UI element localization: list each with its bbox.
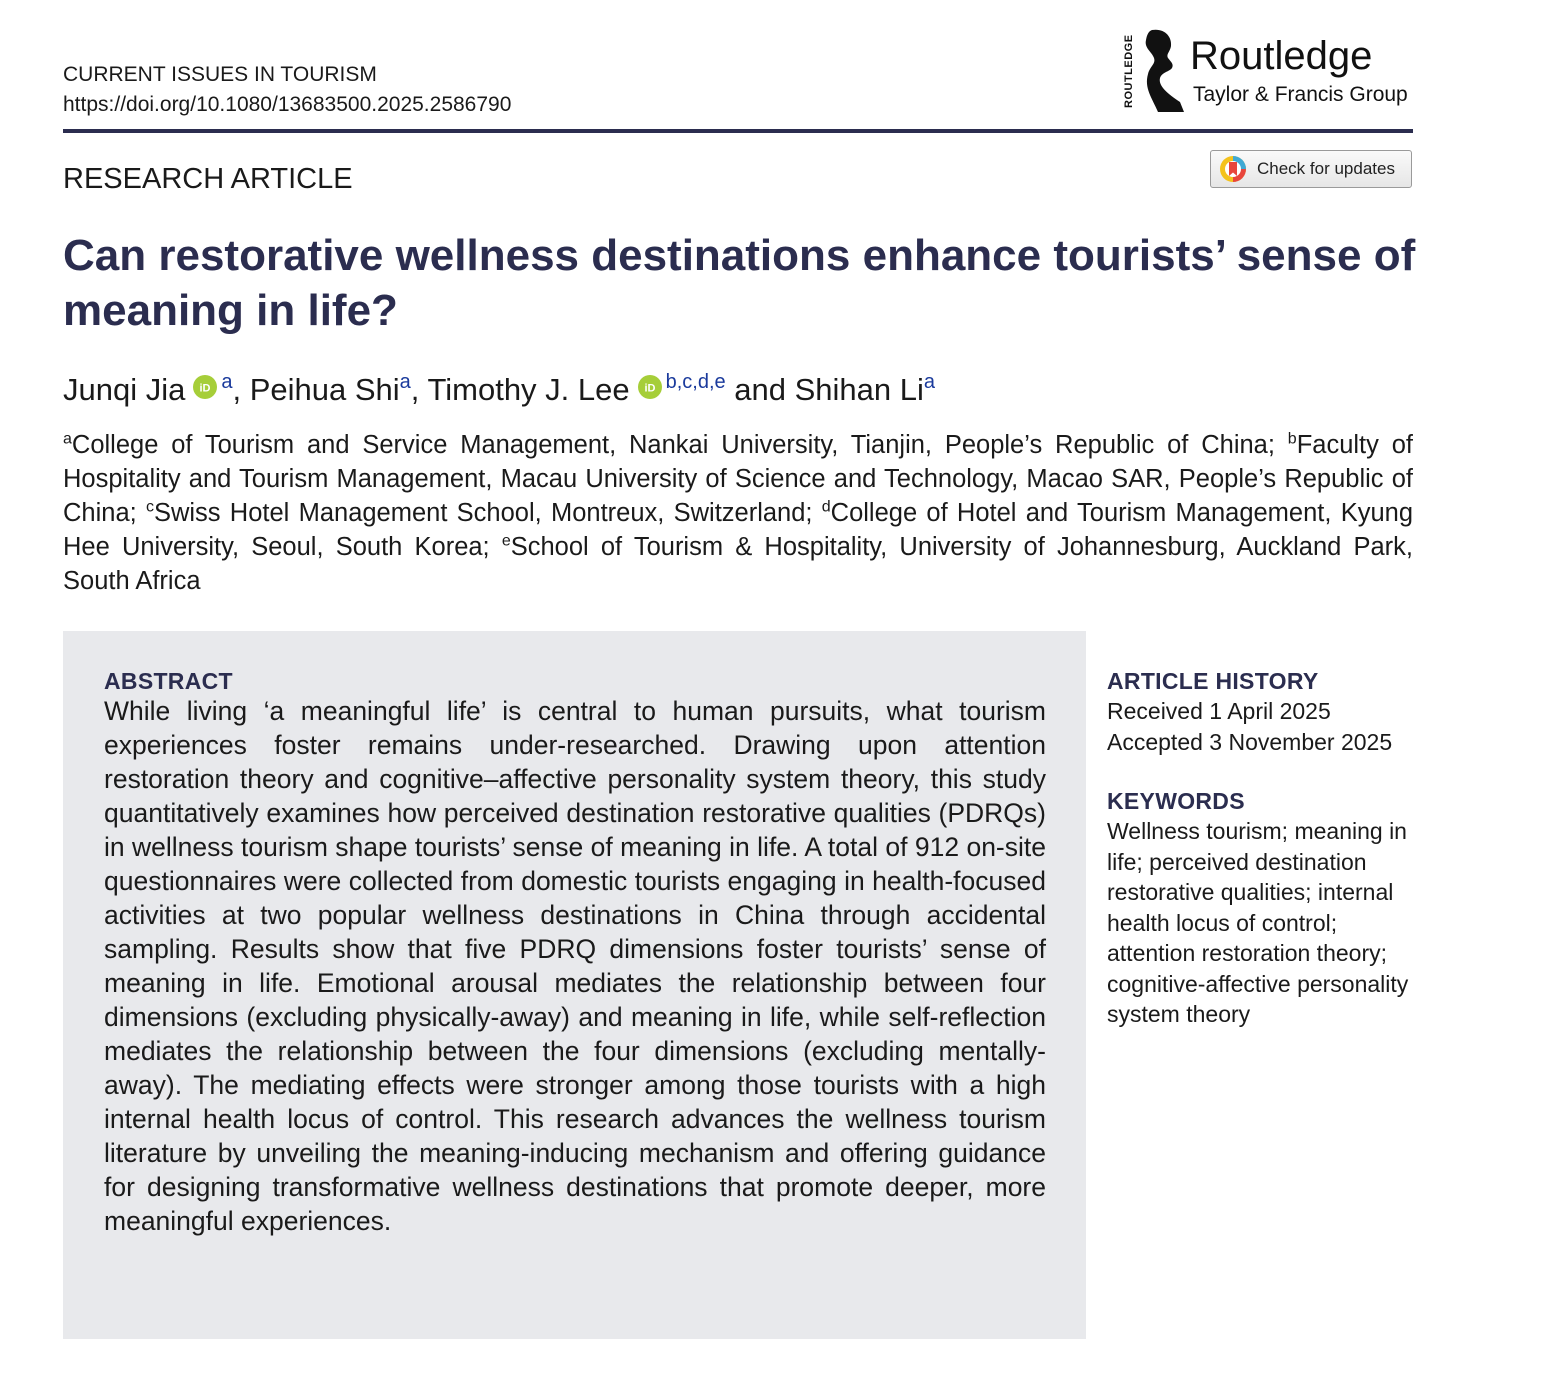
- received-date: Received 1 April 2025: [1107, 698, 1331, 724]
- affiliation-marker: b: [1287, 430, 1297, 448]
- orcid-icon[interactable]: [193, 375, 217, 399]
- keywords-heading: KEYWORDS: [1107, 788, 1245, 814]
- logo-vertical-text: ROUTLEDGE: [1123, 34, 1135, 108]
- accepted-date: Accepted 3 November 2025: [1107, 729, 1393, 755]
- keywords: [1107, 786, 1417, 1030]
- orcid-icon[interactable]: [638, 375, 662, 399]
- article-type: RESEARCH ARTICLE: [63, 163, 353, 195]
- journal-header: [63, 60, 511, 120]
- check-for-updates-label: Check for updates: [1257, 159, 1395, 178]
- author-name: Timothy J. Lee: [427, 372, 630, 407]
- affiliation-text: College of Tourism and Service Management, Nankai University, Tianjin, People’s Republic of China;: [71, 431, 1288, 459]
- keywords-text: Wellness tourism; meaning in life; perceived destination restorative qualities; internal health locus of control; attention restoration theory; cognitive-affective personality system theory: [1107, 818, 1409, 1027]
- abstract-heading: ABSTRACT: [104, 668, 233, 694]
- abstract-text: While living ‘a meaningful life’ is central to human pursuits, what tourism experiences foster remains under-researched. Drawing upon attention restoration theory and cognitive–affective personality system theory, this study quantitatively examines how perceived destination restorative qualities (PDRQs) in wellness tourism shape tourists’ sense of meaning in life. A total of 912 on-site questionnaires were collected from domestic tourists engaging in health-focused activities at two popular wellness destinations in China through accidental sampling. Results show that five PDRQ dimensions foster tourists’ sense of meaning in life. Emotional arousal mediates the relationship between four dimensions (excluding physically-away) and meaning in life, while self-reflection mediates the relationship between the four dimensions (excluding mentally-away). The mediating effects were stronger among those tourists with a high internal health locus of control. This research advances the wellness tourism literature by unveiling the meaning-inducing mechanism and offering guidance for designing transformative wellness destinations that promote deeper, more meaningful experiences.: [104, 696, 1046, 1236]
- author-affiliation-link[interactable]: a: [923, 371, 936, 393]
- svg-text:iD: iD: [199, 382, 211, 395]
- affiliation-text: School of Tourism & Hospitality, University of Johannesburg, Auckland Park, South Africa: [63, 533, 1413, 595]
- article-history-heading: ARTICLE HISTORY: [1107, 668, 1319, 694]
- publisher-group: Taylor & Francis Group: [1193, 83, 1408, 106]
- article-history: [1107, 666, 1417, 758]
- author-name: Peihua Shi: [249, 372, 400, 407]
- author-name: Shihan Li: [794, 372, 924, 407]
- doi-link[interactable]: https://doi.org/10.1080/13683500.2025.2586790: [63, 93, 512, 116]
- journal-name: CURRENT ISSUES IN TOURISM: [63, 63, 377, 86]
- affiliation-marker: d: [821, 498, 831, 516]
- affiliation-marker: e: [501, 532, 511, 550]
- check-for-updates-button[interactable]: [1210, 150, 1412, 188]
- affiliation-text: College of Hotel and Tourism Management, Kyung Hee University, Seoul, South Korea;: [63, 499, 1414, 561]
- routledge-profile-icon: [1138, 28, 1186, 114]
- affiliations: [63, 428, 1413, 598]
- author-affiliation-link[interactable]: a: [399, 371, 411, 393]
- affiliation-text: Faculty of Hospitality and Tourism Management, Macau University of Science and Technology, Macao SAR, People’s Republic of China;: [63, 431, 1413, 527]
- crossmark-icon: [1219, 155, 1247, 183]
- author-affiliation-link[interactable]: b,c,d,e: [665, 371, 726, 393]
- author-affiliation-link[interactable]: a: [221, 371, 233, 393]
- affiliation-marker: c: [145, 498, 154, 516]
- author-name: Junqi Jia: [63, 372, 186, 407]
- article-title: Can restorative wellness destinations enhance tourists’ sense of meaning in life?: [63, 231, 1416, 335]
- affiliation-text: Swiss Hotel Management School, Montreux, Switzerland;: [153, 499, 822, 527]
- author-list: Junqi Jia iD $^a$, Peihua Shi$^a$, Timothy J. Lee iD $^{b,c,d,e}$ and Shihan Li$^a$: [63, 371, 936, 407]
- publisher-name: Routledge: [1190, 34, 1373, 78]
- affiliation-marker: a: [63, 430, 72, 448]
- svg-text:iD: iD: [644, 382, 656, 395]
- header-rule: [63, 129, 1413, 133]
- routledge-logo[interactable]: [1118, 28, 1418, 114]
